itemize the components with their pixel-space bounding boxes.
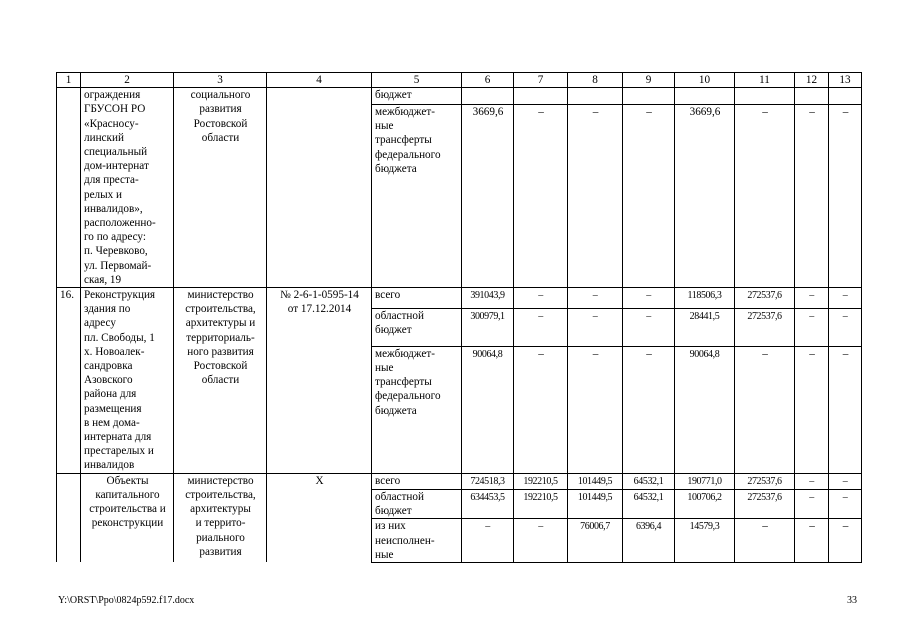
text-line: района для (84, 388, 137, 401)
text-line: х. Новоалек- (84, 345, 145, 358)
value-cell: 192210,5 (514, 489, 568, 518)
text-line: Объекты (106, 474, 149, 487)
text-line: развития (199, 103, 242, 116)
text-line: ного развития (187, 345, 254, 358)
text-line: сандровка (84, 360, 133, 373)
text-line: пл. Свободы, 1 (84, 331, 155, 344)
text-line: ограждения (84, 89, 141, 102)
value-cell (795, 88, 829, 105)
table-row (57, 88, 862, 105)
table-row (57, 473, 862, 489)
header-cell: 2 (81, 73, 174, 88)
text-line: ская, 19 (84, 273, 122, 286)
text-line: межбюджет- (375, 347, 435, 360)
value-cell: 101449,5 (568, 473, 623, 489)
value-cell: – (795, 489, 829, 518)
text-line: трансферты (375, 376, 432, 389)
text-line: престарелых и (84, 445, 154, 458)
value-cell: – (795, 519, 829, 563)
text-line: здания по (84, 303, 131, 316)
value-cell (462, 88, 514, 105)
text-line: ные (375, 548, 394, 561)
object-name-text (84, 474, 171, 531)
value-cell: – (568, 346, 623, 473)
value-cell: 391043,9 (462, 288, 514, 309)
value-cell: 190771,0 (675, 473, 735, 489)
text-line: строительства, (185, 303, 256, 316)
funding-source-cell: бюджет (372, 88, 462, 105)
object-name-cell (81, 288, 174, 474)
value-cell: – (829, 519, 862, 563)
value-cell: – (735, 105, 795, 288)
header-cell: 5 (372, 73, 462, 88)
text-line: «Красносу- (84, 117, 139, 130)
funding-source-cell (372, 105, 462, 288)
text-line: от 17.12.2014 (287, 303, 352, 316)
value-cell (568, 88, 623, 105)
text-line: министерство (187, 289, 254, 302)
value-cell: 3669,6 (675, 105, 735, 288)
value-cell: 272537,6 (735, 473, 795, 489)
value-cell: – (795, 288, 829, 309)
text-line: строительства и (89, 503, 166, 516)
value-cell: – (623, 105, 675, 288)
header-cell: 3 (174, 73, 267, 88)
value-cell: – (514, 519, 568, 563)
value-cell: – (623, 308, 675, 346)
text-line: строительства, (185, 488, 256, 501)
header-cell: 11 (735, 73, 795, 88)
footer-file-path: Y:\ORST\Ppo\0824p592.f17.docx (58, 595, 195, 606)
value-cell: 118506,3 (675, 288, 735, 309)
value-cell: 90064,8 (462, 346, 514, 473)
text-line: специальный (84, 146, 148, 159)
funding-source-text (375, 519, 459, 562)
text-line: территориаль- (186, 331, 255, 344)
header-cell: 8 (568, 73, 623, 88)
value-cell: – (568, 308, 623, 346)
text-line: областной (375, 490, 424, 503)
value-cell: – (514, 105, 568, 288)
value-cell (514, 88, 568, 105)
value-cell: – (514, 288, 568, 309)
text-line: неисполнен- (375, 534, 435, 547)
value-cell: – (795, 105, 829, 288)
text-line: расположенно- (84, 217, 156, 230)
text-line: п. Черевково, (84, 245, 148, 258)
text-line: бюджета (375, 404, 417, 417)
organization-text (177, 88, 264, 145)
value-cell: – (735, 346, 795, 473)
funding-source-text (375, 309, 459, 337)
value-cell: 192210,5 (514, 473, 568, 489)
text-line: № 2-6-1-0595-14 (280, 289, 359, 302)
value-cell: – (623, 346, 675, 473)
text-line: Ростовской (193, 360, 248, 373)
value-cell: – (829, 473, 862, 489)
funding-source-text (375, 347, 459, 418)
text-line: Азовского (84, 374, 133, 387)
value-cell: 101449,5 (568, 489, 623, 518)
text-line: федерального (375, 390, 441, 403)
text-line: ГБУСОН РО (84, 103, 146, 116)
text-line: федерального (375, 148, 441, 161)
text-line: риального (196, 531, 245, 544)
funding-source-text (375, 105, 459, 176)
header-cell: 13 (829, 73, 862, 88)
value-cell: 6396,4 (623, 519, 675, 563)
text-line: релых и (84, 188, 123, 201)
value-cell: 724518,3 (462, 473, 514, 489)
value-cell: 272537,6 (735, 489, 795, 518)
value-cell (675, 88, 735, 105)
header-cell: 12 (795, 73, 829, 88)
text-line: для преста- (84, 174, 139, 187)
funding-source-cell: всего (372, 288, 462, 309)
row-number-cell (57, 88, 81, 288)
value-cell: – (795, 308, 829, 346)
header-cell: 1 (57, 73, 81, 88)
text-line: архитектуры и (185, 317, 256, 330)
text-line: инвалидов», (84, 202, 143, 215)
value-cell (735, 88, 795, 105)
organization-cell (174, 288, 267, 474)
text-line: областной (375, 309, 424, 322)
text-line: социального (190, 89, 251, 102)
value-cell: 272537,6 (735, 308, 795, 346)
header-cell: 6 (462, 73, 514, 88)
text-line: и террито- (195, 517, 246, 530)
text-line: бюджета (375, 162, 417, 175)
text-line: области (201, 374, 240, 387)
text-line: ные (375, 120, 394, 133)
value-cell: 634453,5 (462, 489, 514, 518)
table-row (57, 288, 862, 309)
text-line: интерната для (84, 431, 152, 444)
value-cell: 28441,5 (675, 308, 735, 346)
text-line: ул. Первомай- (84, 259, 152, 272)
text-line: архитектуры (190, 503, 251, 516)
funding-source-cell (372, 489, 462, 518)
text-line: го по адресу: (84, 231, 146, 244)
document-cell (267, 88, 372, 288)
text-line: развития (199, 545, 242, 558)
text-line: ные (375, 361, 394, 374)
funding-source-cell (372, 308, 462, 346)
row-number-cell (57, 473, 81, 562)
value-cell: 14579,3 (675, 519, 735, 563)
text-line: капитального (95, 488, 160, 501)
value-cell: – (829, 489, 862, 518)
organization-cell (174, 88, 267, 288)
funding-source-text (375, 490, 459, 518)
value-cell: – (462, 519, 514, 563)
object-name-text (84, 88, 171, 287)
object-name-text (84, 288, 171, 473)
funding-source-cell (372, 346, 462, 473)
value-cell: 90064,8 (675, 346, 735, 473)
header-cell: 7 (514, 73, 568, 88)
text-line: реконструкции (91, 517, 164, 530)
value-cell (623, 88, 675, 105)
funding-source-cell (372, 519, 462, 563)
page-number: 33 (847, 595, 857, 606)
object-name-cell (81, 88, 174, 288)
value-cell: – (623, 288, 675, 309)
text-line: межбюджет- (375, 106, 435, 119)
text-line: бюджет (375, 505, 412, 518)
funding-source-cell: всего (372, 473, 462, 489)
value-cell: – (568, 105, 623, 288)
text-line: Ростовской (193, 117, 248, 130)
text-line: размещения (84, 402, 142, 415)
header-cell: 4 (267, 73, 372, 88)
value-cell: – (795, 473, 829, 489)
text-line: адресу (84, 317, 116, 330)
value-cell: 3669,6 (462, 105, 514, 288)
value-cell: 64532,1 (623, 489, 675, 518)
value-cell: – (829, 346, 862, 473)
text-line: линский (84, 131, 124, 144)
value-cell: – (829, 308, 862, 346)
document-cell: Х (267, 473, 372, 562)
header-cell: 9 (623, 73, 675, 88)
document-text (270, 288, 369, 316)
organization-text (177, 288, 264, 387)
value-cell: – (735, 519, 795, 563)
organization-cell (174, 473, 267, 562)
budget-table (56, 72, 862, 563)
text-line: Реконструкция (84, 289, 156, 302)
value-cell: – (795, 346, 829, 473)
text-line: бюджет (375, 324, 412, 337)
value-cell: – (829, 105, 862, 288)
text-line: в нем дома- (84, 416, 140, 429)
value-cell: 300979,1 (462, 308, 514, 346)
value-cell: – (829, 288, 862, 309)
header-cell: 10 (675, 73, 735, 88)
text-line: инвалидов (84, 459, 135, 472)
value-cell: 76006,7 (568, 519, 623, 563)
header-row (57, 73, 862, 88)
text-line: области (201, 131, 240, 144)
document-cell (267, 288, 372, 474)
text-line: трансферты (375, 134, 432, 147)
organization-text (177, 474, 264, 559)
value-cell: 272537,6 (735, 288, 795, 309)
row-number-cell: 16. (57, 288, 81, 474)
text-line: из них (375, 520, 406, 533)
value-cell: 64532,1 (623, 473, 675, 489)
value-cell: 100706,2 (675, 489, 735, 518)
object-name-cell (81, 473, 174, 562)
value-cell: – (514, 346, 568, 473)
text-line: дом-интернат (84, 160, 149, 173)
value-cell: – (514, 308, 568, 346)
text-line: министерство (187, 474, 254, 487)
value-cell (829, 88, 862, 105)
value-cell: – (568, 288, 623, 309)
